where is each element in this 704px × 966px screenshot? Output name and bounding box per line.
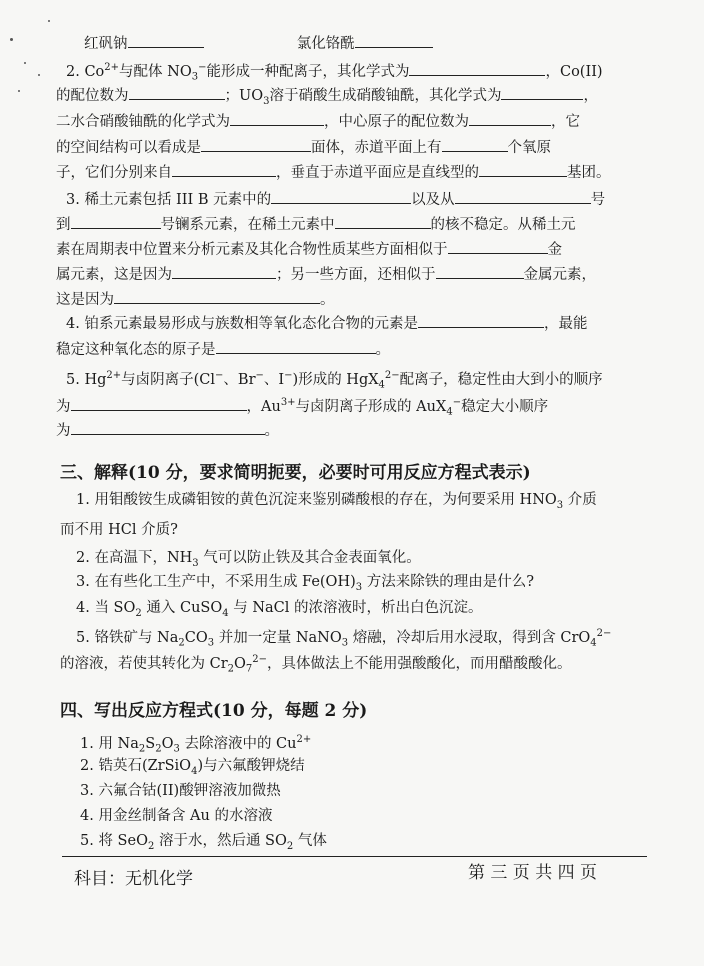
scan-speck	[18, 90, 20, 92]
answer-blank	[409, 62, 545, 76]
q5-line-2: 为 ，$Au^{3+}$与卤阴离子形成的 AuX$_4$−稳定大小顺序	[56, 397, 549, 418]
answer-blank	[128, 34, 204, 48]
answer-blank	[469, 112, 551, 126]
scan-speck	[24, 62, 26, 64]
scan-speck	[38, 74, 40, 76]
s3-q2: 2. 在高温下，$NH_3$ 气可以防止铁及其合金表面氧化。	[76, 550, 421, 569]
answer-blank	[114, 290, 320, 304]
q5-line-3: 为 。	[56, 423, 279, 439]
q4-line-1: 4. 铂系元素最易形成与族数相等氧化态化合物的元素是 ，最能	[66, 316, 588, 332]
answer-blank	[172, 265, 276, 279]
answer-blank	[71, 397, 247, 411]
q3-line-3: 素在周期表中位置来分析元素及其化合物性质某些方面相似于 金	[56, 242, 562, 258]
s3-q3: 3. 在有些化工生产中，不采用生成 $Fe(OH)_3$ 方法来除铁的理由是什么?	[76, 574, 535, 593]
q2-line-1: 2. $Co^{2+}$与配体 $NO_3^-$能形成一种配离子，其化学式为 ，Co(II)	[66, 62, 603, 83]
answer-blank	[216, 340, 376, 354]
s4-q3: 3. 六氟合钴(II)酸钾溶液加微热	[80, 783, 281, 799]
section-4-heading: 四、写出反应方程式(10 分，每题 2 分)	[60, 701, 368, 721]
q3-line-4: 属元素，这是因为 ；另一些方面，还相似于 金属元素，	[56, 267, 596, 283]
s4-q2: 2. 锆英石(ZrSiO$_4$)与六氟酸钾烧结	[80, 758, 305, 777]
scan-speck	[48, 20, 50, 22]
answer-blank	[455, 190, 591, 204]
q2-line-3: 二水合硝酸铀酰的化学式为 ，中心原子的配位数为 ，它	[56, 114, 580, 130]
answer-blank	[442, 138, 508, 152]
q4-line-2: 稳定这种氧化态的原子是 。	[56, 342, 390, 358]
s4-q5: 5. 将 SeO$_2$ 溶于水，然后通 $SO_2$ 气体	[80, 833, 327, 852]
s3-q4: 4. 当 $SO_2$ 通入 CuSO$_4$ 与 NaCl 的浓溶液时，析出白色沉淀。	[76, 600, 483, 619]
answer-blank	[436, 265, 524, 279]
answer-blank	[418, 314, 544, 328]
top-right-label: 氯化铬酰	[296, 36, 355, 52]
s3-q5-line-2: 的溶液，若使其转化为 $Cr_2O_7^{2-}$，具体做法上不能用强酸酸化，而用醋酸酸化。	[60, 654, 572, 675]
answer-blank	[479, 163, 567, 177]
section-3-heading: 三、解释(10 分，要求简明扼要，必要时可用反应方程式表示)	[60, 463, 531, 483]
answer-blank	[501, 86, 583, 100]
answer-blank	[271, 190, 411, 204]
q3-line-1: 3. 稀土元素包括 III B 元素中的 以及从 号	[66, 192, 606, 208]
answer-blank	[355, 34, 433, 48]
s3-q5-line-1: 5. 铬铁矿与 $Na_2CO_3$ 并加一定量 NaNO$_3$ 熔融，冷却后用水浸取，得到含 CrO$_4^{2-}$	[76, 628, 612, 649]
q2-line-4: 的空间结构可以看成是 面体，赤道平面上有 个氧原	[56, 140, 551, 156]
scan-speck	[10, 38, 13, 41]
answer-blank	[448, 240, 548, 254]
answer-blank	[172, 163, 276, 177]
answer-blank	[129, 86, 225, 100]
q2-line-5: 子，它们分别来自 ，垂直于赤道平面应是直线型的 基团。	[56, 165, 611, 181]
q3-line-5: 这是因为 。	[56, 292, 335, 308]
answer-blank	[230, 112, 324, 126]
q2-line-2: 的配位数为 ；$UO_3$溶于硝酸生成硝酸铀酰，其化学式为 ，	[56, 88, 598, 107]
q5-line-1: 5. $Hg^{2+}$与卤阴离子(Cl−、Br−、I−)形成的 HgX$_4^{2-}$配离子，稳定性由大到小的顺序	[66, 370, 603, 391]
q3-line-2: 到 号镧系元素，在稀土元素中 的核不稳定。从稀土元	[56, 217, 576, 233]
answer-blank	[201, 138, 311, 152]
footer-page-number: 第 三 页 共 四 页	[468, 863, 598, 883]
answer-blank	[71, 215, 161, 229]
s4-q1: 1. 用 $Na_2S_2O_3$ 去除溶液中的 $Cu^{2+}$	[80, 734, 312, 755]
answer-blank	[335, 215, 431, 229]
top-left-label: 红矾钠	[84, 36, 128, 52]
s3-q1-line-1: 1. 用钼酸铵生成磷钼铵的黄色沉淀来鉴别磷酸根的存在，为何要采用 $HNO_3$ 介质	[76, 492, 597, 511]
footer-subject: 科目：无机化学	[74, 869, 193, 889]
s4-q4: 4. 用金丝制备含 Au 的水溶液	[80, 808, 273, 824]
footer-divider	[62, 856, 647, 857]
top-line	[84, 34, 433, 54]
s3-q1-line-2: 而不用 HCl 介质?	[60, 522, 178, 538]
answer-blank	[71, 421, 265, 435]
